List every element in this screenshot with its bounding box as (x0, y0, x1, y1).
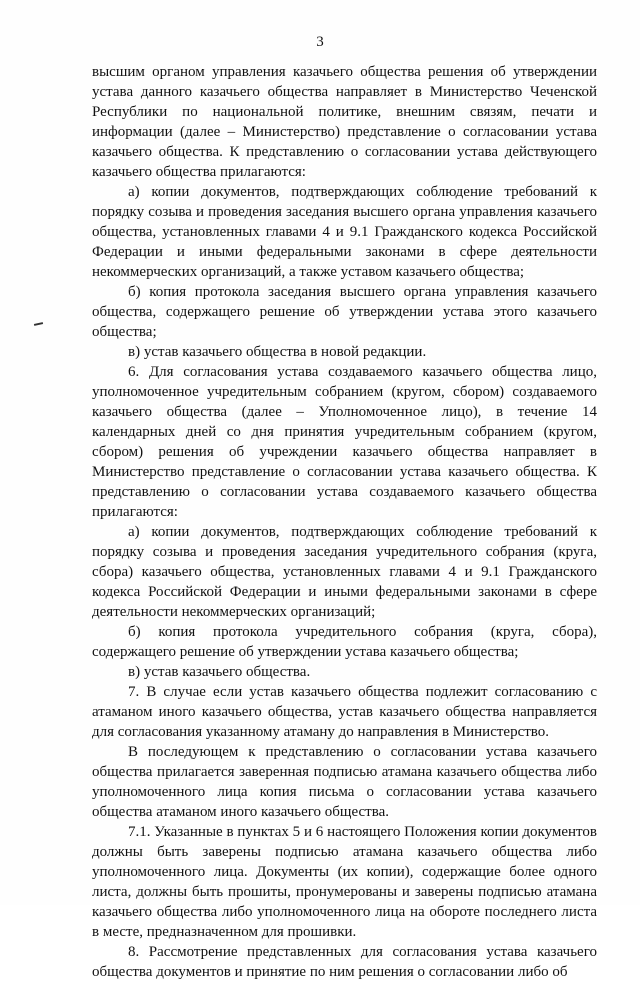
paragraph-item-b: б) копия протокола учредительного собрания (круга, сбора), содержащего решение об утверждении устава казачьего общества; (92, 624, 597, 660)
page-number: 3 (316, 34, 324, 50)
margin-mark (34, 322, 43, 326)
paragraph-item-a: а) копии документов, подтверждающих соблюдение требований к порядку созыва и проведения заседания высшего органа управления казачьего общества, установленных главами 4 и 9.1 Гражданского кодекса Российской Федерации и иными федеральными законами в сфере деятельности некоммерческих организаций, а также уставом казачьего общества; (92, 184, 597, 280)
paragraph-item-v: в) устав казачьего общества. (128, 664, 311, 680)
paragraph-item-v: в) устав казачьего общества в новой редакции. (128, 344, 427, 360)
paragraph-item-b: б) копия протокола заседания высшего органа управления казачьего общества, содержащего решение об утверждении устава этого казачьего общества; (92, 284, 597, 340)
paragraph-section-6: 6. Для согласования устава создаваемого казачьего общества лицо, уполномоченное учредительным собранием (кругом, сбором) создаваемого казачьего общества (далее – Уполномоченное лицо), в течение 14 календарных дней со дня принятия учредительным собранием (кругом, сбором) решения об учреждении казачьего общества направляет в Министерство представление о согласовании устава казачьего общества. К представлению о согласовании устава создаваемого казачьего общества прилагаются: (92, 364, 597, 520)
paragraph-section-8: 8. Рассмотрение представленных для согласования устава казачьего общества документов и принятие по ним решения о согласовании либо об (92, 944, 597, 980)
document-body (92, 62, 597, 982)
paragraph-section-7-1: 7.1. Указанные в пунктах 5 и 6 настоящего Положения копии документов должны быть заверены подписью атамана казачьего общества либо уполномоченного лица. Документы (их копии), содержащие более одного листа, должны быть прошиты, пронумерованы и заверены подписью атамана казачьего общества либо уполномоченного лица на обороте последнего листа в месте, предназначенном для прошивки. (92, 824, 597, 940)
paragraph-continuation: высшим органом управления казачьего общества решения об утверждении устава данного казачьего общества направляет в Министерство Чеченской Республики по национальной политике, внешним связям, печати и информации (далее – Министерство) представление о согласовании устава казачьего общества. К представлению о согласовании устава действующего казачьего общества прилагаются: (92, 64, 597, 180)
paragraph-section-7-continued: В последующем к представлению о согласовании устава казачьего общества прилагается заверенная подписью атамана казачьего общества либо уполномоченного лица копия письма о согласовании устава казачьего общества атаманом иного казачьего общества. (92, 744, 597, 820)
paragraph-item-a: а) копии документов, подтверждающих соблюдение требований к порядку созыва и проведения заседания учредительного собрания (круга, сбора) казачьего общества, установленных главами 4 и 9.1 Гражданского кодекса Российской Федерации и иными федеральными законами в сфере деятельности некоммерческих организаций; (92, 524, 597, 620)
paragraph-section-7: 7. В случае если устав казачьего общества подлежит согласованию с атаманом иного казачьего общества, устав казачьего общества направляется для согласования указанному атаману до направления в Министерство. (92, 684, 597, 740)
